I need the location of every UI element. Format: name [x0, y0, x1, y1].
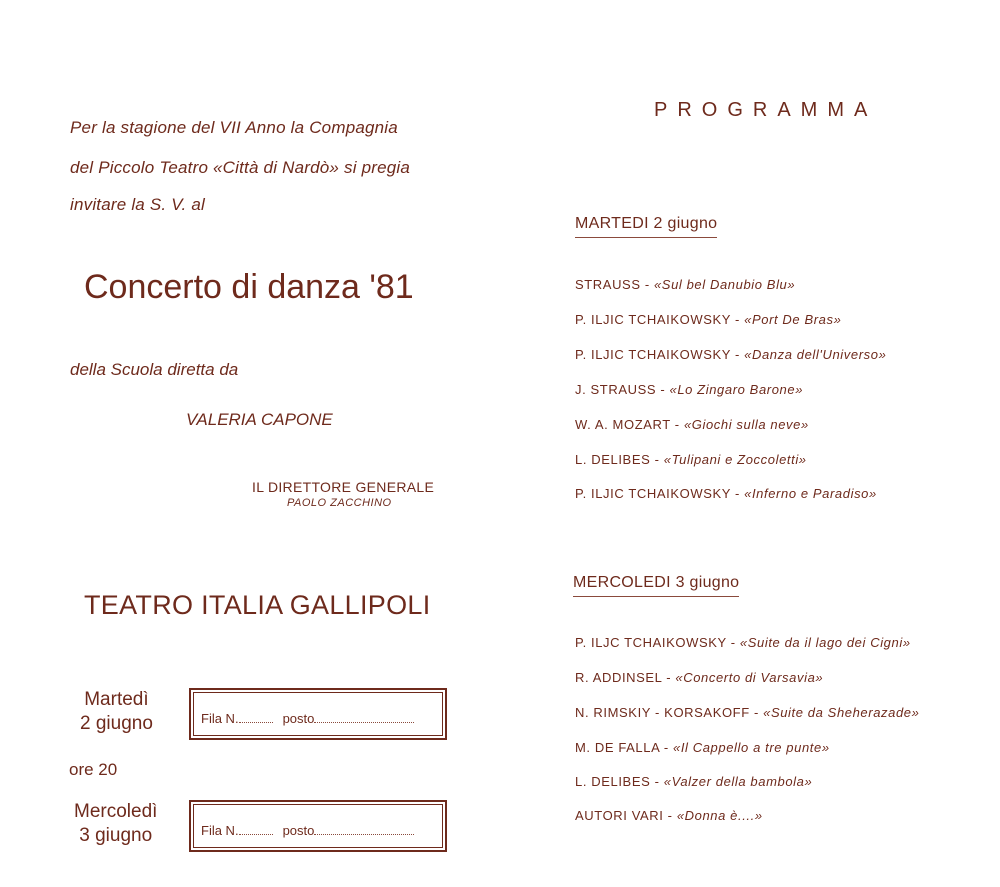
composer: P. ILJIC TCHAIKOWSKY — [575, 312, 731, 327]
seat-dots — [314, 710, 414, 723]
work-title: «Suite da Sheherazade» — [763, 705, 920, 720]
work-title: «Valzer della bambola» — [663, 774, 813, 789]
time-label: ore 20 — [69, 760, 118, 779]
work-title: «Il Cappello a tre punte» — [673, 740, 830, 755]
row-dots — [239, 822, 273, 835]
programme-item: P. ILJC TCHAIKOWSKY - «Suite da il lago dei Cigni» — [575, 635, 911, 650]
programme-item: J. STRAUSS - «Lo Zingaro Barone» — [575, 382, 804, 397]
work-title: «Port De Bras» — [744, 312, 842, 327]
ticket-day: Martedì — [84, 689, 149, 710]
programme-item: L. DELIBES - «Valzer della bambola» — [575, 774, 813, 789]
programme-item: P. ILJIC TCHAIKOWSKY - «Inferno e Paradiso» — [575, 486, 877, 501]
composer: R. ADDINSEL — [575, 670, 663, 685]
director-label: IL DIRETTORE GENERALE — [252, 479, 435, 495]
programme-item: L. DELIBES - «Tulipani e Zoccoletti» — [575, 452, 807, 467]
composer: P. ILJC TCHAIKOWSKY — [575, 635, 727, 650]
intro-line-1: Per la stagione del VII Anno la Compagnia — [70, 118, 398, 137]
ticket-box-1 — [189, 688, 447, 740]
programme-item: N. RIMSKIY - KORSAKOFF - «Suite da Sheherazade» — [575, 705, 920, 720]
row-dots — [239, 710, 273, 723]
seat-label: posto — [282, 711, 315, 726]
work-title: «Sul bel Danubio Blu» — [653, 277, 796, 292]
seat-dots — [314, 822, 414, 835]
work-title: «Donna è....» — [676, 808, 763, 823]
composer: AUTORI VARI — [575, 808, 664, 823]
row-label: Fila N. — [201, 711, 239, 726]
work-title: «Lo Zingaro Barone» — [669, 382, 804, 397]
programme-item: M. DE FALLA - «Il Cappello a tre punte» — [575, 740, 830, 755]
ticket-date: 2 giugno — [80, 713, 153, 734]
programme-item: STRAUSS - «Sul bel Danubio Blu» — [575, 277, 796, 292]
work-title: «Suite da il lago dei Cigni» — [739, 635, 911, 650]
intro-line-3: invitare la S. V. al — [70, 195, 206, 214]
seat-label: posto — [282, 823, 315, 838]
programme-item: R. ADDINSEL - «Concerto di Varsavia» — [575, 670, 824, 685]
teacher-name: VALERIA CAPONE — [186, 410, 333, 429]
day-heading-2: MERCOLEDI 3 giugno — [573, 574, 739, 597]
ticket-date-1 — [80, 688, 153, 736]
composer: J. STRAUSS — [575, 382, 657, 397]
director-name: PAOLO ZACCHINO — [287, 497, 392, 509]
programme-item: W. A. MOZART - «Giochi sulla neve» — [575, 417, 809, 432]
theatre-name: TEATRO ITALIA GALLIPOLI — [84, 590, 431, 620]
day-heading-1: MARTEDI 2 giugno — [575, 215, 717, 238]
programme-title: PROGRAMMA — [654, 99, 878, 121]
work-title: «Inferno e Paradiso» — [744, 486, 877, 501]
programme-item: P. ILJIC TCHAIKOWSKY - «Danza dell'Universo» — [575, 347, 887, 362]
ticket-fields — [201, 822, 414, 838]
ticket-date: 3 giugno — [79, 825, 153, 846]
work-title: «Danza dell'Universo» — [744, 347, 887, 362]
event-title: Concerto di danza '81 — [84, 268, 414, 306]
composer: STRAUSS — [575, 277, 641, 292]
intro-line-2: del Piccolo Teatro «Città di Nardò» si pregia — [70, 158, 411, 177]
composer: L. DELIBES — [575, 774, 651, 789]
ticket-box-2 — [189, 800, 447, 852]
ticket-fields — [201, 710, 414, 726]
composer: W. A. MOZART — [575, 417, 671, 432]
school-line: della Scuola diretta da — [70, 360, 239, 379]
composer: L. DELIBES — [575, 452, 651, 467]
work-title: «Giochi sulla neve» — [683, 417, 809, 432]
work-title: «Concerto di Varsavia» — [675, 670, 824, 685]
row-label: Fila N. — [201, 823, 239, 838]
ticket-date-2 — [74, 800, 157, 848]
programme-item: AUTORI VARI - «Donna è....» — [575, 808, 763, 823]
composer: P. ILJIC TCHAIKOWSKY — [575, 347, 731, 362]
programme-item: P. ILJIC TCHAIKOWSKY - «Port De Bras» — [575, 312, 842, 327]
composer: P. ILJIC TCHAIKOWSKY — [575, 486, 731, 501]
work-title: «Tulipani e Zoccoletti» — [663, 452, 807, 467]
composer: N. RIMSKIY - KORSAKOFF — [575, 705, 750, 720]
ticket-day: Mercoledì — [74, 801, 158, 822]
composer: M. DE FALLA — [575, 740, 660, 755]
